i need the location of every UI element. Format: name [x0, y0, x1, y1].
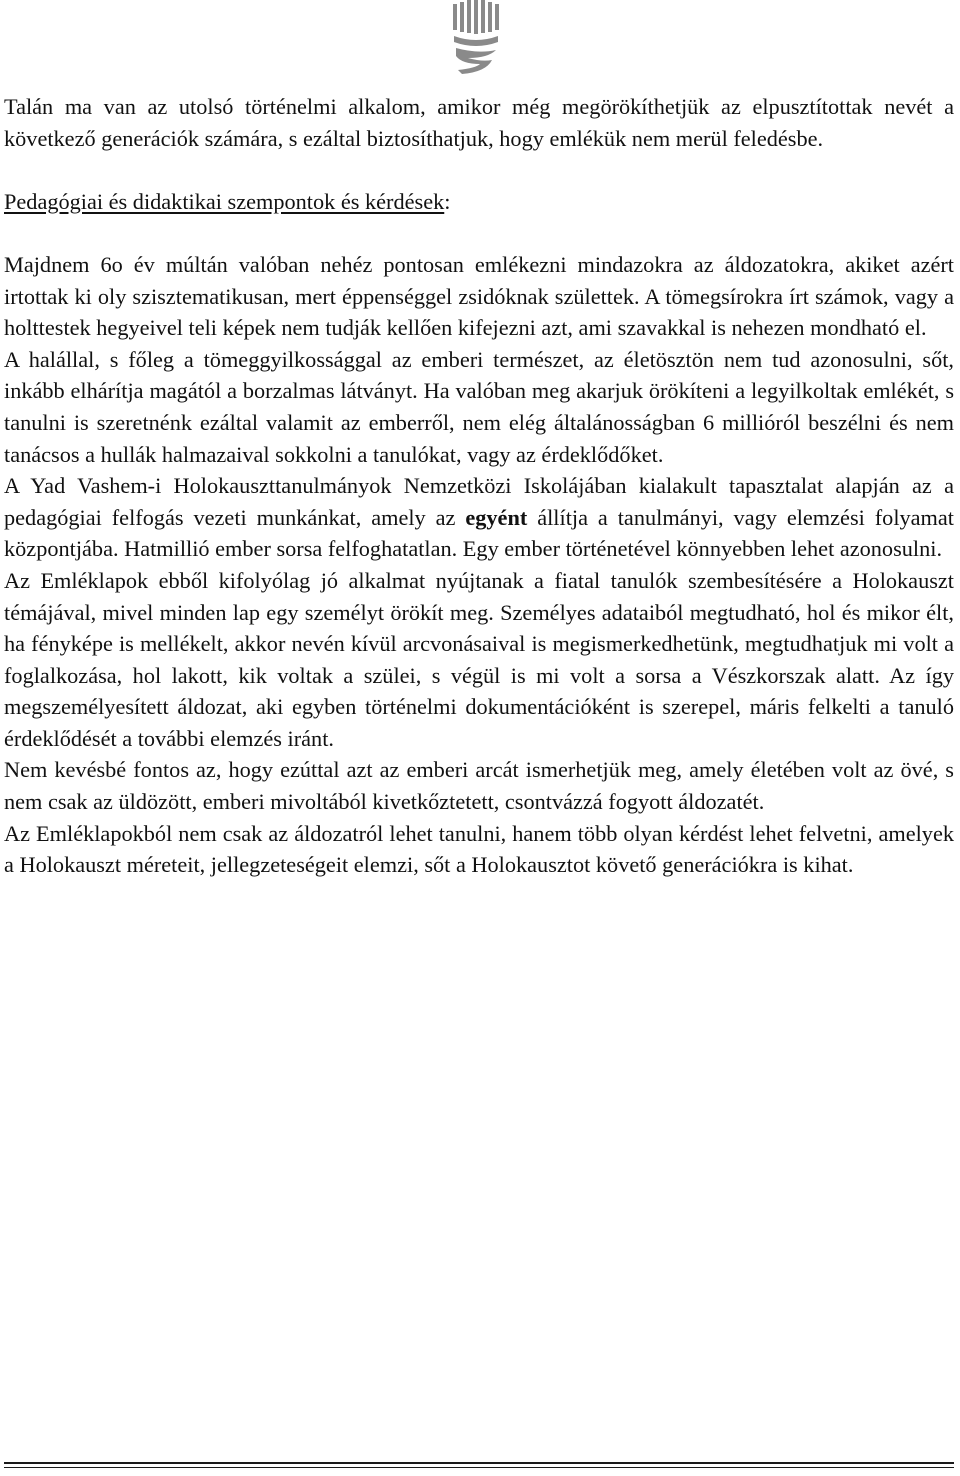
section-heading	[4, 186, 954, 218]
body-paragraph-5: Az Emléklapokból nem csak az áldozatról lehet tanulni, hanem több olyan kérdést lehet felvetni, amelyek a Holokauszt méreteit, jellegzeteségeit elemzi, sőt a Holokausztot követő generációkra is kihat.	[4, 820, 954, 878]
paragraph-spacer	[4, 217, 954, 249]
body-paragraph-3: Az Emléklapok ebből kifolyólag jó alkalmat nyújtanak a fiatal tanulók szembesítésére a Holokauszt témájával, mivel minden lap egy személyt örökít meg. Személyes adataiból megtudható, hol és mikor élt, ha fényképe is mellékelt, akkor nevén kívül arcvonásaival is megismerkedhetünk, megtudhatjuk mi volt a foglalkozása, hol lakott, kik voltak a szülei, s végül is mi volt a sorsa a Vészkorszak alatt. Az így megszemélyesített áldozat, aki egyben történelmi dokumentációként is szerepel, máris felkelti a tanuló érdeklődését a további elemzés iránt.	[4, 567, 954, 751]
yad-vashem-paragraph	[4, 470, 954, 565]
document-body	[4, 91, 954, 881]
body-paragraph-1: Majdnem 6o év múltán valóban nehéz pontosan emlékezni mindazokra az áldozatokra, akiket azért irtottak ki oly szisztematikusan, mert éppenséggel zsidóknak születtek. A tömegsírokra írt számok, vagy a holttestek hegyeivel teli képek nem tudják kellően kifejezni azt, ami szavakkal is nehezen mondható el.	[4, 251, 954, 341]
footer-rule	[4, 1462, 954, 1468]
section-heading-text: Pedagógiai és didaktikai szempontok és kérdések	[4, 188, 445, 214]
intro-paragraph: Talán ma van az utolsó történelmi alkalom, amikor még megörökíthetjük az elpusztítottak nevét a következő generációk számára, s ezáltal biztosíthatjuk, hogy emlékük nem merül feledésbe.	[4, 94, 954, 151]
body-paragraph-4: Nem kevésbé fontos az, hogy ezúttal azt az emberi arcát ismerhetjük meg, amely életében volt az övé, s nem csak az üldözött, emberi mivoltából kivetkőztetett, csontvázzá fogyott áldozatét.	[4, 757, 954, 815]
body-paragraph-2: A halállal, s főleg a tömeggyilkossággal az emberi természet, az életösztön nem tud azonosulni, sőt, inkább elhárítja magától a borzalmas látványt. Ha valóban meg akarjuk örökíteni a legyilkoltak emlékét, s tanulni is szeretnénk ezáltal valamit az emberről, nem elég általánosságban 6 millióról beszélni és nem tanácsos a hullák halmazaival sokkolni a tanulókat, vagy az érdeklődőket.	[4, 346, 954, 467]
yad-paragraph-start: A Yad Vashem-i Holokauszttanulmányok Nemzetközi Iskolájában kialakult tapasztalat alapján az a pedagógiai felfogás vezeti munkánkat, amely az	[4, 473, 954, 530]
paragraph-spacer	[4, 154, 954, 186]
yad-vashem-logo-icon	[448, 0, 504, 78]
yad-paragraph-end: állítja a tanulmányi, vagy elemzési folyamat központjába. Hatmillió ember sorsa felfoghatatlan. Egy ember történetével könnyebben lehet azonosulni.	[4, 504, 954, 562]
section-heading-colon: :	[444, 188, 451, 214]
emphasized-word: egyént	[465, 504, 528, 530]
